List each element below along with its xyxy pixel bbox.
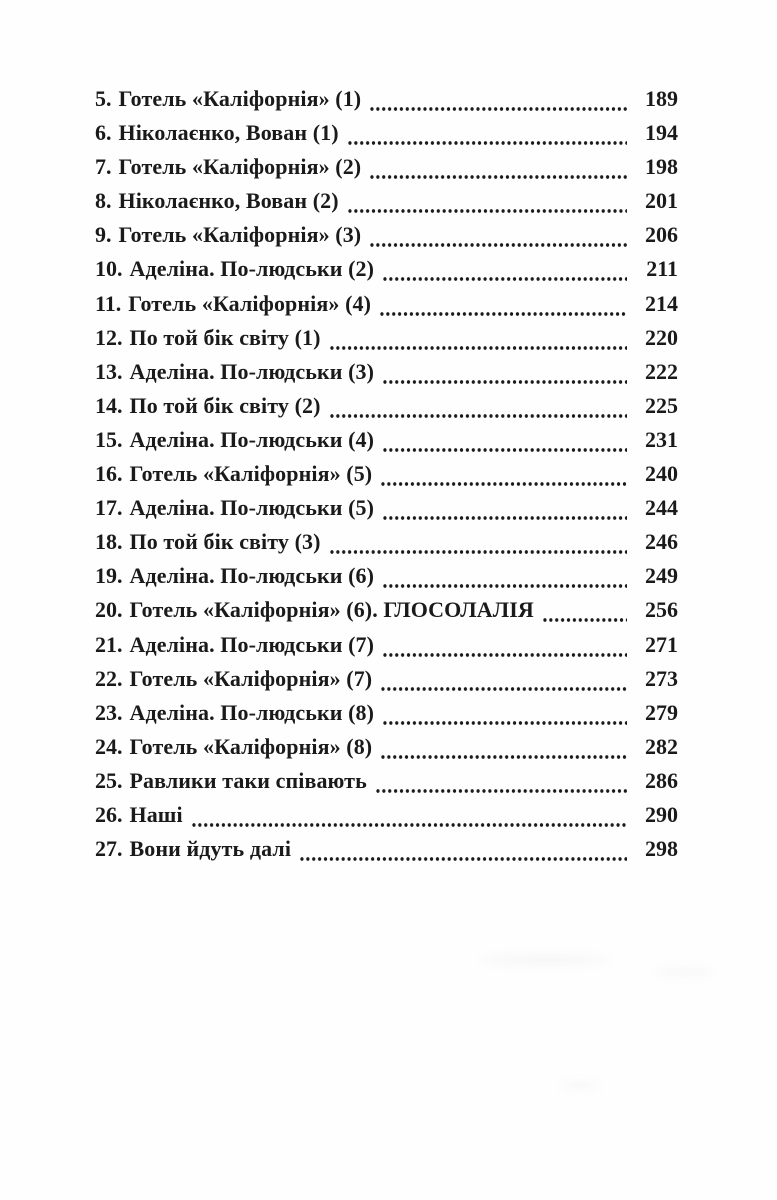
entry-number: 22. <box>95 665 123 691</box>
entry-number: 14. <box>95 392 123 418</box>
toc-entry <box>95 696 678 730</box>
entry-title: Наші <box>129 801 183 827</box>
entry-number: 11. <box>95 290 122 316</box>
entry-page-number: 194 <box>645 120 678 146</box>
scan-smudge <box>560 1082 600 1089</box>
dot-leader-icon <box>347 184 627 218</box>
toc-entry <box>95 218 678 252</box>
entry-number: 21. <box>95 631 123 657</box>
toc-entry <box>95 593 678 627</box>
dot-leader-icon <box>380 457 627 491</box>
entry-number: 23. <box>95 699 123 725</box>
entry-number: 17. <box>95 495 123 521</box>
entry-page-number: 211 <box>646 256 678 282</box>
entry-page-number: 246 <box>645 529 678 555</box>
entry-page-number: 225 <box>645 392 678 418</box>
entry-number: 25. <box>95 767 123 793</box>
entry-number: 26. <box>95 801 123 827</box>
entry-page-number: 244 <box>645 495 678 521</box>
entry-title: Готель «Каліфорнія» (5) <box>129 461 373 487</box>
dot-leader-icon <box>329 525 627 559</box>
dot-leader-icon <box>382 628 627 662</box>
toc-entry <box>95 457 678 491</box>
entry-title: Равлики таки співають <box>129 767 367 793</box>
entry-number: 16. <box>95 461 123 487</box>
entry-page-number: 282 <box>645 733 678 759</box>
entry-page-number: 198 <box>645 154 678 180</box>
dot-leader-icon <box>299 832 627 866</box>
dot-leader-icon <box>382 696 627 730</box>
entry-number: 19. <box>95 563 123 589</box>
entry-title: По той бік світу (3) <box>129 529 321 555</box>
entry-page-number: 206 <box>645 222 678 248</box>
entry-title: Аделіна. По-людськи (2) <box>129 256 375 282</box>
dot-leader-icon <box>382 559 627 593</box>
entry-page-number: 214 <box>645 290 678 316</box>
toc-entry <box>95 525 678 559</box>
entry-number: 6. <box>95 120 112 146</box>
entry-page-number: 273 <box>645 665 678 691</box>
entry-page-number: 271 <box>645 631 678 657</box>
dot-leader-icon <box>382 355 627 389</box>
entry-number: 20. <box>95 597 123 623</box>
entry-page-number: 231 <box>645 426 678 452</box>
dot-leader-icon <box>380 662 627 696</box>
entry-number: 13. <box>95 358 123 384</box>
toc-entry <box>95 559 678 593</box>
entry-title: Вони йдуть далі <box>129 836 292 862</box>
entry-title: Готель «Каліфорнія» (8) <box>129 733 373 759</box>
toc-entry <box>95 423 678 457</box>
toc-entry <box>95 832 678 866</box>
toc-entry <box>95 491 678 525</box>
dot-leader-icon <box>382 491 627 525</box>
toc-entry <box>95 116 678 150</box>
dot-leader-icon <box>369 150 627 184</box>
entry-page-number: 249 <box>645 563 678 589</box>
entry-page-number: 279 <box>645 699 678 725</box>
entry-number: 24. <box>95 733 123 759</box>
toc-entry <box>95 150 678 184</box>
entry-title: Готель «Каліфорнія» (4) <box>128 290 372 316</box>
dot-leader-icon <box>191 798 627 832</box>
toc-entry <box>95 287 678 321</box>
dot-leader-icon <box>382 423 627 457</box>
dot-leader-icon <box>379 287 627 321</box>
entry-number: 12. <box>95 324 123 350</box>
entry-title: Готель «Каліфорнія» (7) <box>129 665 373 691</box>
dot-leader-icon <box>542 593 627 627</box>
entry-number: 10. <box>95 256 123 282</box>
entry-page-number: 290 <box>645 801 678 827</box>
entry-title: Аделіна. По-людськи (7) <box>129 631 375 657</box>
entry-title: Готель «Каліфорнія» (1) <box>118 86 362 111</box>
entry-title: По той бік світу (2) <box>129 392 321 418</box>
entry-number: 7. <box>95 154 112 180</box>
entry-number: 18. <box>95 529 123 555</box>
toc-entry <box>95 82 678 116</box>
entry-page-number: 286 <box>645 767 678 793</box>
entry-number: 8. <box>95 188 112 214</box>
toc-entry <box>95 628 678 662</box>
entry-title: Аделіна. По-людськи (5) <box>129 495 375 521</box>
entry-title: Ніколаєнко, Вован (1) <box>118 120 339 146</box>
entry-page-number: 298 <box>645 836 678 862</box>
entry-page-number: 256 <box>645 597 678 623</box>
entry-number: 27. <box>95 836 123 862</box>
toc-entry <box>95 389 678 423</box>
toc-entry <box>95 355 678 389</box>
entry-page-number: 189 <box>645 86 678 111</box>
toc-entry <box>95 321 678 355</box>
entry-number: 5. <box>95 86 112 111</box>
dot-leader-icon <box>380 730 627 764</box>
entry-page-number: 201 <box>645 188 678 214</box>
toc-entry <box>95 730 678 764</box>
entry-title: Аделіна. По-людськи (4) <box>129 426 375 452</box>
entry-page-number: 220 <box>645 324 678 350</box>
entry-title: Готель «Каліфорнія» (2) <box>118 154 362 180</box>
scan-smudge <box>480 955 610 965</box>
entry-title: По той бік світу (1) <box>129 324 321 350</box>
entry-title: Ніколаєнко, Вован (2) <box>118 188 339 214</box>
entry-title: Готель «Каліфорнія» (6). ГЛОСОЛАЛІЯ <box>129 597 534 623</box>
toc-entry <box>95 184 678 218</box>
toc-entry <box>95 764 678 798</box>
scan-smudge <box>655 968 715 976</box>
entry-page-number: 240 <box>645 461 678 487</box>
dot-leader-icon <box>382 252 627 286</box>
entry-title: Аделіна. По-людськи (6) <box>129 563 375 589</box>
toc-entry <box>95 252 678 286</box>
entry-title: Аделіна. По-людськи (8) <box>129 699 375 725</box>
dot-leader-icon <box>347 116 627 150</box>
entry-number: 9. <box>95 222 112 248</box>
dot-leader-icon <box>375 764 627 798</box>
dot-leader-icon <box>329 389 627 423</box>
toc-list <box>95 82 678 866</box>
entry-title: Аделіна. По-людськи (3) <box>129 358 375 384</box>
entry-number: 15. <box>95 426 123 452</box>
dot-leader-icon <box>369 218 627 252</box>
entry-page-number: 222 <box>645 358 678 384</box>
toc-entry <box>95 662 678 696</box>
dot-leader-icon <box>329 321 627 355</box>
dot-leader-icon <box>369 82 627 116</box>
toc-entry <box>95 798 678 832</box>
entry-title: Готель «Каліфорнія» (3) <box>118 222 362 248</box>
